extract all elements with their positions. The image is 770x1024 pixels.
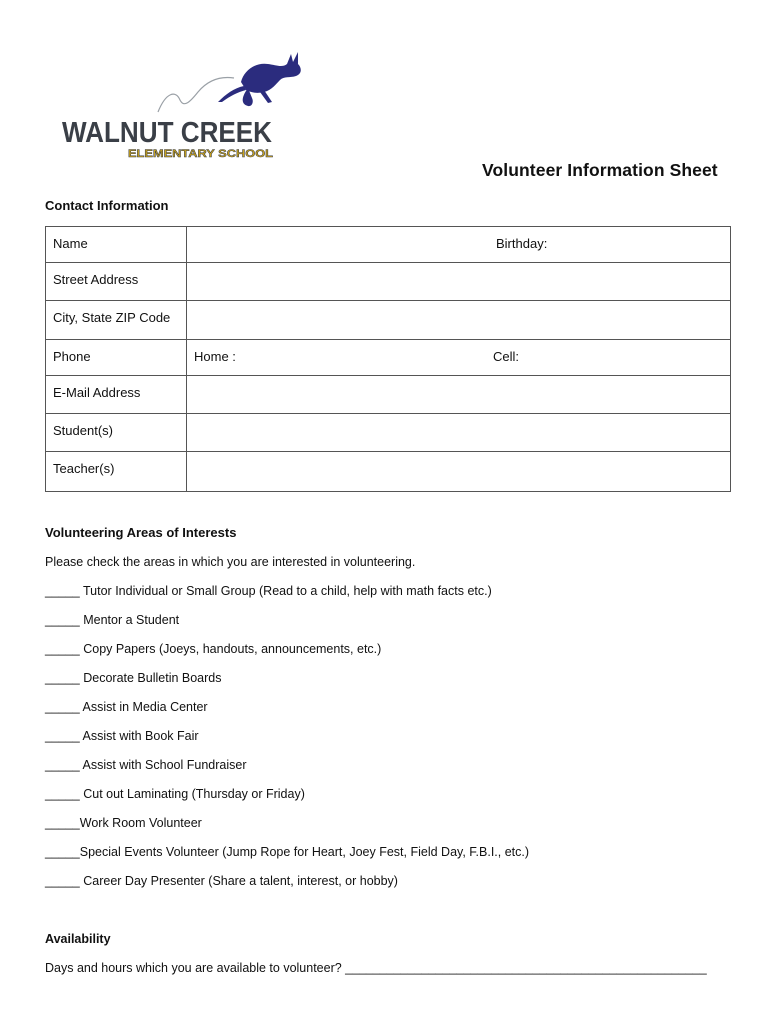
table-row-city [46,301,731,340]
teachers-label: Teacher(s) [46,452,187,492]
teachers-field[interactable] [187,452,731,492]
interest-item-bulletin-boards[interactable]: _____ Decorate Bulletin Boards [45,671,222,685]
table-row-teachers [46,452,731,492]
interest-item-copy-papers[interactable]: _____ Copy Papers (Joeys, handouts, announcements, etc.) [45,642,382,656]
street-address-field[interactable] [187,263,731,301]
street-address-label: Street Address [46,263,187,301]
interests-instructions: Please check the areas in which you are interested in volunteering. [45,555,416,569]
students-label: Student(s) [46,414,187,452]
cell-phone-label: Cell: [493,349,520,364]
logo-school-subtitle: ELEMENTARY SCHOOL [128,148,274,160]
kangaroo-icon [218,52,301,106]
interest-item-media-center[interactable]: _____ Assist in Media Center [45,700,208,714]
interests-heading: Volunteering Areas of Interests [45,525,237,540]
interest-item-career-day[interactable]: _____ Career Day Presenter (Share a talent, interest, or hobby) [45,874,398,888]
name-label: Name [46,227,187,263]
city-state-zip-label: City, State ZIP Code [46,301,187,340]
school-logo [58,42,308,167]
jump-trail [158,78,234,112]
contact-table [45,226,731,492]
availability-prompt[interactable]: Days and hours which you are available to volunteer? ____________________________________________________ [45,961,707,975]
interest-item-work-room[interactable]: _____Work Room Volunteer [45,816,202,830]
table-row-name [46,227,731,263]
interest-item-tutor[interactable]: _____ Tutor Individual or Small Group (Read to a child, help with math facts etc.) [45,584,492,598]
table-row-phone [46,340,731,376]
phone-field[interactable] [187,340,731,376]
interest-item-fundraiser[interactable]: _____ Assist with School Fundraiser [45,758,247,772]
name-field[interactable] [187,227,731,263]
email-field[interactable] [187,376,731,414]
page-title: Volunteer Information Sheet [482,160,718,180]
logo-school-name: WALNUT CREEK [62,117,273,149]
table-row-email [46,376,731,414]
interest-item-special-events[interactable]: _____Special Events Volunteer (Jump Rope for Heart, Joey Fest, Field Day, F.B.I., etc.) [45,845,530,859]
birthday-label: Birthday: [496,236,548,251]
interest-item-laminating[interactable]: _____ Cut out Laminating (Thursday or Friday) [45,787,305,801]
phone-label: Phone [46,340,187,376]
contact-heading: Contact Information [45,198,169,213]
city-state-zip-field[interactable] [187,301,731,340]
students-field[interactable] [187,414,731,452]
interest-item-book-fair[interactable]: _____ Assist with Book Fair [45,729,199,743]
availability-heading: Availability [45,932,111,946]
interest-item-mentor[interactable]: _____ Mentor a Student [45,613,180,627]
table-row-students [46,414,731,452]
home-phone-label: Home : [194,349,236,364]
email-label: E-Mail Address [46,376,187,414]
table-row-street [46,263,731,301]
